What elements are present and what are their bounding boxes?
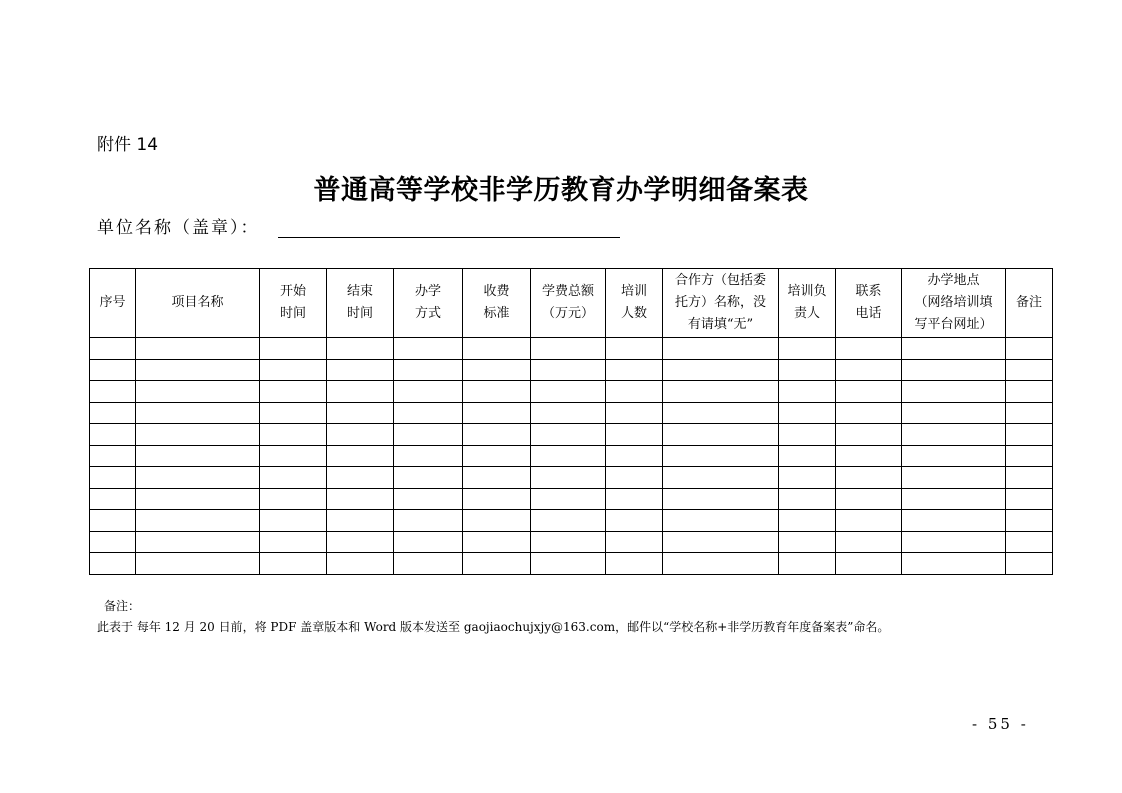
table-cell xyxy=(90,359,136,381)
page-number: - 55 - xyxy=(972,715,1029,733)
table-cell xyxy=(836,531,902,553)
table-cell xyxy=(836,381,902,403)
table-cell xyxy=(463,488,531,510)
table-cell xyxy=(531,510,606,532)
unit-name-label: 单位名称（盖章）： xyxy=(97,218,260,238)
table-cell xyxy=(902,553,1006,575)
table-cell xyxy=(90,553,136,575)
unit-name-blank xyxy=(278,217,620,238)
table-cell xyxy=(260,553,327,575)
table-cell xyxy=(327,445,394,467)
table-cell xyxy=(260,381,327,403)
table-cell xyxy=(902,445,1006,467)
header-cell-remarks: 备注 xyxy=(1006,269,1053,338)
table-cell xyxy=(606,359,663,381)
table-cell xyxy=(90,488,136,510)
table-cell xyxy=(463,445,531,467)
table-cell xyxy=(1006,338,1053,360)
table-cell xyxy=(394,510,463,532)
table-cell xyxy=(394,338,463,360)
table-cell xyxy=(606,553,663,575)
table-cell xyxy=(779,381,836,403)
table-cell xyxy=(606,445,663,467)
table-cell xyxy=(90,531,136,553)
header-cell-start-time: 开始 时间 xyxy=(260,269,327,338)
table-cell xyxy=(327,359,394,381)
table-cell xyxy=(327,553,394,575)
header-cell-trainee-count: 培训 人数 xyxy=(606,269,663,338)
attachment-label: 附件 14 xyxy=(97,135,159,155)
table-cell xyxy=(260,445,327,467)
table-cell xyxy=(463,510,531,532)
table-cell xyxy=(836,553,902,575)
table-cell xyxy=(260,467,327,489)
table-cell xyxy=(531,467,606,489)
table-cell xyxy=(394,424,463,446)
table-cell xyxy=(327,381,394,403)
table-cell xyxy=(463,359,531,381)
table-row xyxy=(90,467,1053,489)
table-cell xyxy=(136,402,260,424)
table-cell xyxy=(136,488,260,510)
table-cell xyxy=(136,445,260,467)
notes-label: 备注： xyxy=(104,599,141,613)
table-cell xyxy=(260,359,327,381)
table-cell xyxy=(1006,510,1053,532)
table-cell xyxy=(902,381,1006,403)
header-cell-fee-standard: 收费 标准 xyxy=(463,269,531,338)
table-cell xyxy=(902,359,1006,381)
table-cell xyxy=(531,338,606,360)
table-cell xyxy=(779,467,836,489)
table-cell xyxy=(90,510,136,532)
table-cell xyxy=(1006,424,1053,446)
table-cell xyxy=(779,359,836,381)
table-cell xyxy=(606,338,663,360)
table-cell xyxy=(531,488,606,510)
table-cell xyxy=(606,381,663,403)
table-row xyxy=(90,445,1053,467)
table-cell xyxy=(663,467,779,489)
table-cell xyxy=(663,553,779,575)
table-row xyxy=(90,424,1053,446)
table-cell xyxy=(836,424,902,446)
table-cell xyxy=(779,338,836,360)
table-cell xyxy=(327,467,394,489)
table-cell xyxy=(90,381,136,403)
table-cell xyxy=(663,510,779,532)
table-cell xyxy=(779,510,836,532)
table-cell xyxy=(463,381,531,403)
table-cell xyxy=(836,338,902,360)
table-cell xyxy=(136,359,260,381)
table-cell xyxy=(90,445,136,467)
header-cell-project-name: 项目名称 xyxy=(136,269,260,338)
table-cell xyxy=(531,402,606,424)
table-cell xyxy=(327,510,394,532)
table-cell xyxy=(779,553,836,575)
table-cell xyxy=(136,424,260,446)
table-cell xyxy=(327,531,394,553)
unit-name-row xyxy=(97,214,620,238)
table-cell xyxy=(260,424,327,446)
table-cell xyxy=(606,510,663,532)
table-cell xyxy=(90,338,136,360)
table-cell xyxy=(902,402,1006,424)
table-cell xyxy=(779,445,836,467)
table-cell xyxy=(463,467,531,489)
table-cell xyxy=(606,402,663,424)
table-cell xyxy=(327,488,394,510)
table-cell xyxy=(779,488,836,510)
table-cell xyxy=(90,424,136,446)
table-cell xyxy=(531,531,606,553)
table-cell xyxy=(327,424,394,446)
table-cell xyxy=(260,531,327,553)
table-cell xyxy=(394,359,463,381)
table-row xyxy=(90,531,1053,553)
table-cell xyxy=(136,467,260,489)
table-cell xyxy=(394,553,463,575)
table-cell xyxy=(136,510,260,532)
table-cell xyxy=(836,445,902,467)
table-row xyxy=(90,359,1053,381)
table-cell xyxy=(902,488,1006,510)
table-cell xyxy=(260,488,327,510)
table-row xyxy=(90,488,1053,510)
header-cell-phone: 联系 电话 xyxy=(836,269,902,338)
table-header-row xyxy=(90,269,1053,338)
table-cell xyxy=(531,424,606,446)
table-cell xyxy=(779,402,836,424)
table-cell xyxy=(90,402,136,424)
table-cell xyxy=(663,381,779,403)
header-cell-mode: 办学 方式 xyxy=(394,269,463,338)
table-cell xyxy=(136,338,260,360)
header-cell-end-time: 结束 时间 xyxy=(327,269,394,338)
table-cell xyxy=(902,510,1006,532)
table-row xyxy=(90,338,1053,360)
table-row xyxy=(90,402,1053,424)
table-cell xyxy=(1006,531,1053,553)
table-cell xyxy=(663,402,779,424)
header-cell-lead: 培训负 责人 xyxy=(779,269,836,338)
table-cell xyxy=(260,510,327,532)
table-cell xyxy=(531,553,606,575)
table-cell xyxy=(531,359,606,381)
table-cell xyxy=(394,488,463,510)
table-cell xyxy=(663,488,779,510)
table-cell xyxy=(1006,402,1053,424)
table-cell xyxy=(394,445,463,467)
table-cell xyxy=(136,531,260,553)
table-cell xyxy=(902,467,1006,489)
table-cell xyxy=(136,553,260,575)
table-cell xyxy=(1006,467,1053,489)
table-cell xyxy=(1006,359,1053,381)
table-cell xyxy=(606,467,663,489)
header-cell-location: 办学地点 （网络培训填 写平台网址） xyxy=(902,269,1006,338)
header-cell-serial: 序号 xyxy=(90,269,136,338)
table-cell xyxy=(327,402,394,424)
record-table xyxy=(89,268,1053,575)
table-cell xyxy=(606,531,663,553)
table-cell xyxy=(136,381,260,403)
table-cell xyxy=(327,338,394,360)
table-row xyxy=(90,510,1053,532)
table-cell xyxy=(902,338,1006,360)
table-cell xyxy=(1006,445,1053,467)
table-cell xyxy=(779,531,836,553)
table-cell xyxy=(463,338,531,360)
notes-text: 此表于 每年 12 月 20 日前，将 PDF 盖章版本和 Word 版本发送至 gaojiaochujxjy@163.com，邮件以“学校名称+非学历教育年度备案表”命名。 xyxy=(97,620,890,634)
table-cell xyxy=(836,359,902,381)
table-cell xyxy=(836,402,902,424)
table-cell xyxy=(260,338,327,360)
table-cell xyxy=(836,510,902,532)
table-cell xyxy=(902,531,1006,553)
table-cell xyxy=(394,467,463,489)
table-cell xyxy=(394,381,463,403)
table-cell xyxy=(394,531,463,553)
table-cell xyxy=(531,381,606,403)
table-row xyxy=(90,381,1053,403)
table-row xyxy=(90,553,1053,575)
table-cell xyxy=(463,424,531,446)
table-cell xyxy=(463,531,531,553)
header-cell-total-tuition: 学费总额 （万元） xyxy=(531,269,606,338)
table-cell xyxy=(463,402,531,424)
table-cell xyxy=(836,467,902,489)
table-cell xyxy=(779,424,836,446)
table-cell xyxy=(606,488,663,510)
table-cell xyxy=(663,338,779,360)
table-cell xyxy=(663,359,779,381)
header-cell-partner: 合作方（包括委 托方）名称，没 有请填“无” xyxy=(663,269,779,338)
table-cell xyxy=(902,424,1006,446)
table-cell xyxy=(531,445,606,467)
table-cell xyxy=(663,445,779,467)
table-cell xyxy=(394,402,463,424)
table-cell xyxy=(463,553,531,575)
table-cell xyxy=(260,402,327,424)
table-cell xyxy=(90,467,136,489)
table-cell xyxy=(663,531,779,553)
table-cell xyxy=(1006,488,1053,510)
table-cell xyxy=(1006,381,1053,403)
table-cell xyxy=(663,424,779,446)
table-cell xyxy=(836,488,902,510)
table-cell xyxy=(1006,553,1053,575)
page-title: 普通高等学校非学历教育办学明细备案表 xyxy=(313,175,809,206)
table-cell xyxy=(606,424,663,446)
